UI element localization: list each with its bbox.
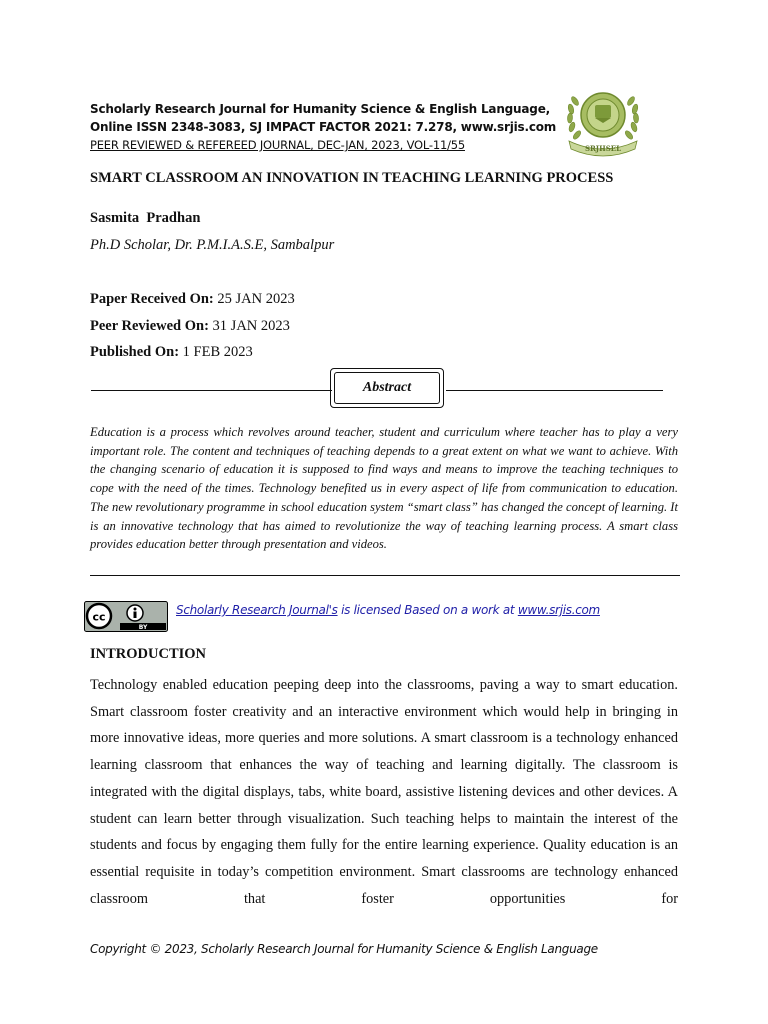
journal-name: Scholarly Research Journal for Humanity Science & English Language,: [90, 102, 550, 116]
date-reviewed: [90, 317, 295, 344]
author-name: Sasmita Pradhan: [90, 210, 201, 226]
date-received-value: 25 JAN 2023: [213, 291, 295, 307]
journal-header: [90, 100, 557, 153]
svg-text:cc: cc: [92, 610, 106, 624]
copyright-footer: Copyright © 2023, Scholarly Research Journal for Humanity Science & English Language: [90, 942, 598, 956]
date-received-label: Paper Received On:: [90, 291, 214, 307]
date-published-value: 1 FEB 2023: [179, 344, 253, 360]
abstract-bottom-rule: [90, 575, 680, 576]
license-middle-text: is licensed Based on a work at: [337, 603, 518, 617]
introduction-body: Technology enabled education peeping deep into the classrooms, paving a way to smart education. Smart classroom foster creativity and an interactive environment which would help in bringing in more innovative ideas, more queries and more solutions. A smart classroom is a technology enhanced learning classroom that enhances the way of teaching and learning digitally. The classroom is integrated with the digital displays, tabs, white board, assistive listening devices and other devices. A student can learn better through visualization. Such teaching helps to maintain the interest of the students and focus by engaging them fully for the entire learning experience. Quality education is an essential requisite in today’s competition environment. Smart classrooms are technology enhanced classroom that foster opportunities for: [90, 677, 678, 907]
journal-logo: [555, 85, 651, 157]
abstract-heading: Abstract: [334, 372, 440, 404]
paper-title: SMART CLASSROOM AN INNOVATION IN TEACHING LEARNING PROCESS: [90, 170, 614, 186]
journal-link[interactable]: Scholarly Research Journal's: [176, 603, 338, 617]
date-received: [90, 290, 295, 317]
introduction-heading: INTRODUCTION: [90, 646, 207, 662]
date-published: [90, 343, 295, 370]
abstract-rule-left: [91, 390, 332, 391]
publication-dates: [90, 290, 295, 370]
date-reviewed-value: 31 JAN 2023: [208, 317, 290, 334]
journal-issn: Online ISSN 2348-3083, SJ IMPACT FACTOR 2021: 7.278, www.srjis.com: [90, 120, 557, 134]
abstract-text: Education is a process which revolves around teacher, student and curriculum where teacher has to play a very important role. The content and techniques of teaching depends to a great extent on what we want to achieve. With the changing scenario of education it is supposed to find ways and means to improve the teaching techniques to cope with the need of the times. Technology benefited us in every aspect of life from communication to education. The new revolutionary programme in school education system “smart class” has changed the concept of learning. It is an innovative technology that has aimed to revolutionize the way of teaching learning process. A smart class provides education better through presentation and videos.: [90, 425, 678, 552]
journal-volume-info: PEER REVIEWED & REFEREED JOURNAL, DEC-JAN, 2023, VOL-11/55: [90, 138, 465, 152]
abstract-rule-right: [446, 390, 663, 391]
author-affiliation: Ph.D Scholar, Dr. P.M.I.A.S.E, Sambalpur: [90, 237, 335, 253]
logo-text: SRJHSEL: [584, 144, 622, 153]
cc-by-text: BY: [138, 624, 148, 631]
abstract-heading-box: [330, 368, 444, 408]
license-statement: [176, 603, 600, 617]
site-link[interactable]: www.srjis.com: [517, 603, 600, 617]
date-published-label: Published On:: [90, 344, 180, 360]
date-reviewed-label: Peer Reviewed On:: [90, 317, 209, 334]
cc-by-license-icon[interactable]: [84, 601, 168, 632]
